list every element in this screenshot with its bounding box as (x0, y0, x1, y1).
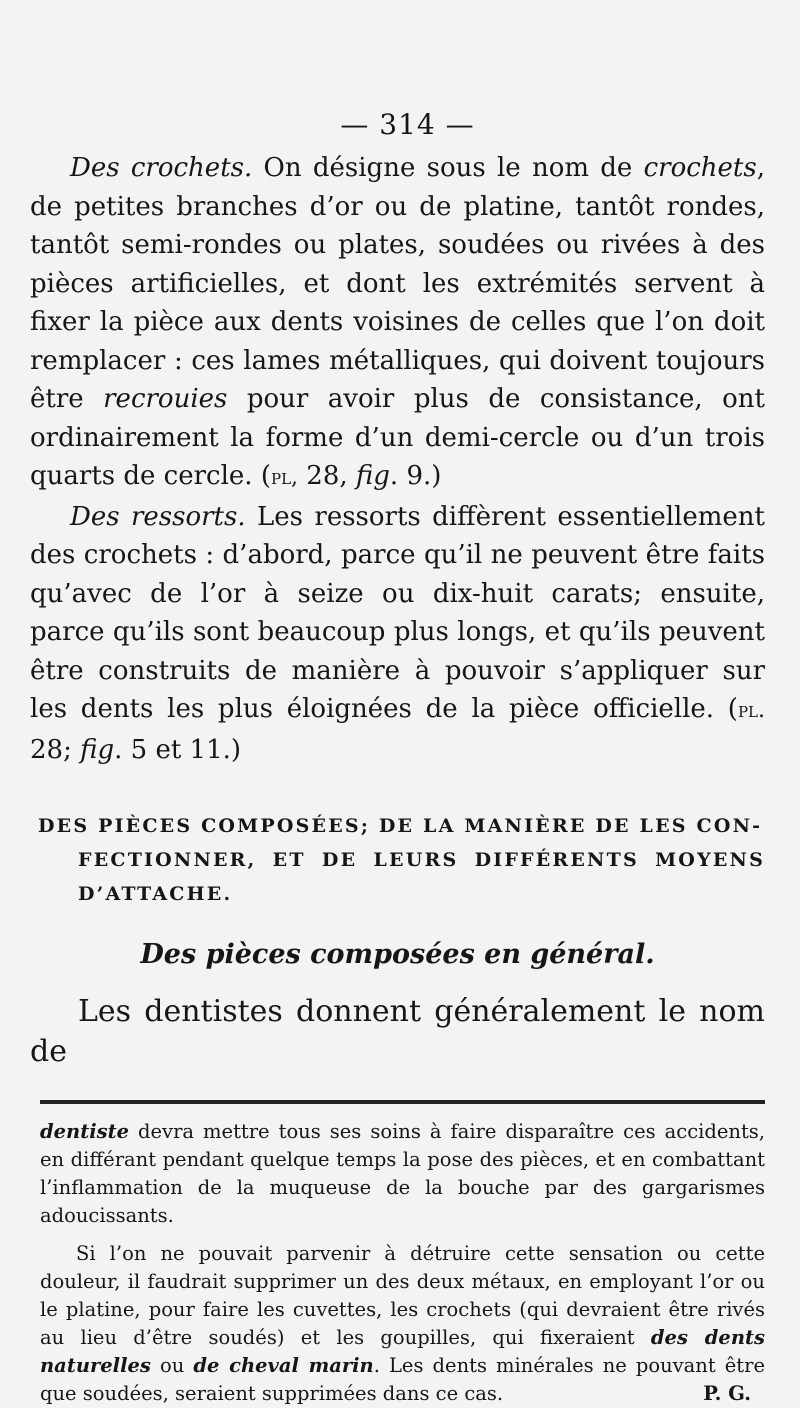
page-number: — 314 — (340, 108, 475, 141)
paragraph-ressorts: Des ressorts. Les ressorts diffèrent essentiellement des crochets : d’abord, parce qu’il ne peuvent être faits qu’avec de l’or à seize ou dix-huit carats; ensuite, parce qu’ils sont beaucoup plus longs, et qu’ils peuvent être construits de manière à pouvoir s’appliquer sur les dents les plus éloignées de la pièce officielle. (pl. 28; fig. 5 et 11.) (30, 501, 765, 765)
footnote-divider (40, 1100, 765, 1104)
footnote-paragraph: dentiste devra mettre tous ses soins à faire disparaître ces accidents, en différant pendant quelque temps la pose des pièces, et en combattant l’inflammation de la muqueuse de la bouche par des gargarismes adoucissants. (40, 1120, 765, 1227)
closing-paragraph: Les dentistes donnent généralement le nom de (30, 994, 765, 1069)
subheading: Des pièces composées en général. (140, 939, 655, 970)
section-heading: DES PIÈCES COMPOSÉES; DE LA MANIÈRE DE LES CON- FECTIONNER, ET DE LEURS DIFFÉRENTS MOYENS D’ATTACHE. (38, 815, 765, 905)
footnote-signature: P. G. (703, 1382, 751, 1405)
plate-reference: pl. (737, 698, 765, 723)
figure-reference: fig (80, 734, 115, 765)
paragraph-crochets: Des crochets. On désigne sous le nom de crochets, de petites branches d’or ou de platine, tantôt rondes, tantôt semi-rondes ou plates, soudées ou rivées à des pièces artificielles, et dont les extrémités servent à fixer la pièce aux dents voisines de celles que l’on doit remplacer : ces lames métalliques, qui doivent toujours être recrouies pour avoir plus de consistance, ont ordinairement la forme d’un demi-cercle ou d’un trois quarts de cercle. (pl, 28, fig. 9.) (30, 153, 766, 491)
footnote-paragraph: Si l’on ne pouvait parvenir à détruire cette sensation ou cette douleur, il faudrait supprimer un des deux métaux, en employant l’or ou le platine, pour faire les cuvettes, les crochets (qui devraient être rivés au lieu d’être soudés) et les goupilles, qui fixeraient des dents naturelles ou de cheval marin. Les dents minérales ne pouvant être que soudées, seraient supprimées dans ce cas. P. G. (40, 1240, 765, 1408)
plate-reference: pl, (270, 465, 299, 490)
book-page (30, 100, 765, 1408)
paragraph-lead: Des crochets. (70, 153, 253, 183)
figure-reference: fig (355, 461, 390, 491)
paragraph-lead: Des ressorts. (70, 501, 246, 532)
